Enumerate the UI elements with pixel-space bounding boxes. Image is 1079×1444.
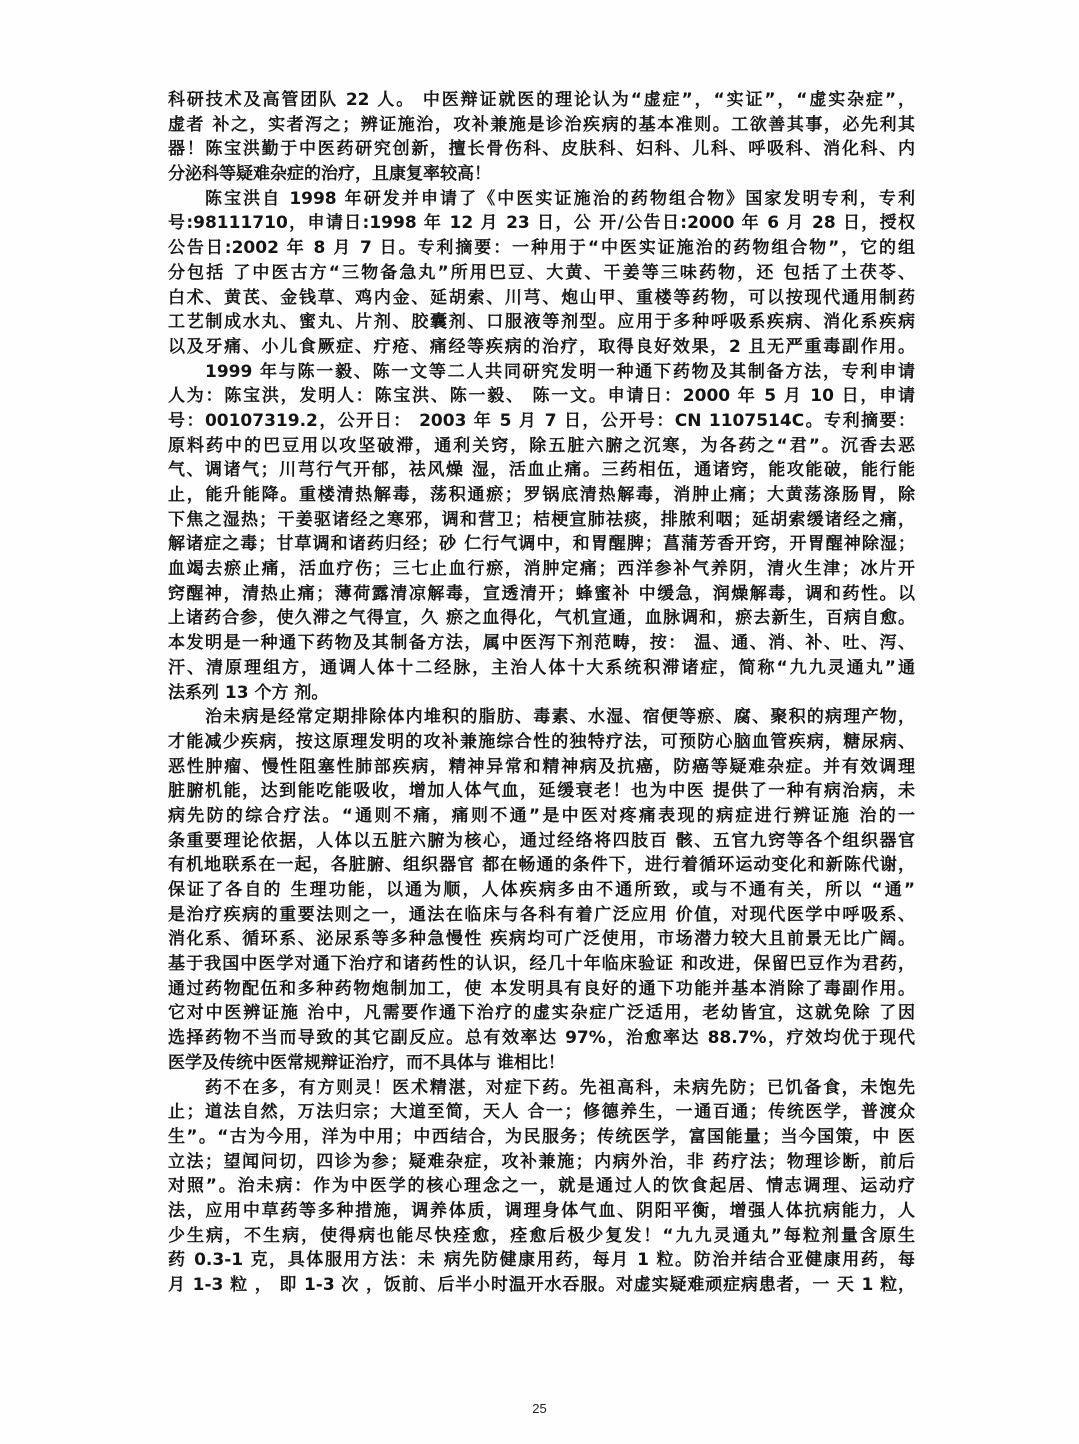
- text-line: 治未病是经常定期排除体内堆积的脂肪、毒素、水湿、宿便等瘀、腐、聚积的病理产物，: [205, 707, 915, 728]
- text-line: 原料药中的巴豆用以攻坚破滞，通利关窍，除五脏六腑之沉寒，为各药之“君”。沉香去恶: [168, 435, 915, 456]
- text-line: 是治疗疾病的重要法则之一，通法在临床与各科有着广泛应用 价值，对现代医学中呼吸系、: [168, 904, 915, 925]
- text-line: 本发明是一种通下药物及其制备方法，属中医泻下剂范畴，按： 温、通、消、补、吐、泻、: [168, 633, 915, 654]
- text-line: 少生病，不生病，使得病也能尽快痊愈，痊愈后极少复发！“九九灵通丸”每粒剂量含原生: [168, 1225, 915, 1246]
- text-line: 1999 年与陈一毅、陈一文等二人共同研究发明一种通下药物及其制备方法，专利申请: [205, 361, 915, 382]
- text-line: 白术、黄芪、金钱草、鸡内金、延胡索、川芎、炮山甲、重楼等药物，可以按现代通用制药: [168, 287, 915, 308]
- paragraph-team-and-principles: [168, 88, 915, 187]
- text-line: 法系列 13 个方 剂。: [168, 682, 329, 703]
- text-line: 法，应用中草药等多种措施，调养体质，调理身体气血、阴阳平衡，增强人体抗病能力，人: [168, 1200, 915, 1221]
- text-line: 药不在多，有方则灵！医术精湛，对症下药。先祖高科，未病先防；已饥备食，未饱先: [205, 1077, 915, 1098]
- text-line: 号：00107319.2，公开日： 2003 年 5 月 7 日，公开号：CN 1107514C。专利摘要：: [168, 410, 915, 431]
- text-line: 有机地联系在一起，各脏腑、组织器官 都在畅通的条件下，进行着循环运动变化和新陈代谢，: [168, 855, 915, 876]
- text-line: 选择药物不当而导致的其它副反应。总有效率达 97%，治愈率达 88.7%，疗效均优于现代: [168, 1028, 915, 1049]
- text-line: 才能减少疾病，按这原理发明的攻补兼施综合性的独特疗法，可预防心脑血管疾病，糖尿病、: [168, 731, 915, 752]
- text-line: 止，能升能降。重楼清热解毒，荡积通瘀；罗锅底清热解毒，消肿止痛；大黄荡涤肠胃，除: [168, 485, 915, 505]
- text-line: 药 0.3-1 克，具体服用方法：未 病先防健康用药，每月 1 粒。防治并结合亚健康用药，每: [168, 1250, 915, 1271]
- text-line: 脏腑机能，达到能吃能吸收，增加人体气血，延缓衰老！也为中医 提供了一种有病治病，未: [168, 781, 915, 802]
- text-line: 解诸症之毒；甘草调和诸药归经；砂 仁行气调中，和胃醒脾；菖蒲芳香开窍，开胃醒神除湿；: [168, 534, 915, 555]
- text-line: 生”。“古为今用，洋为中用；中西结合，为民服务；传统医学，富国能量；当今国策，中 医: [168, 1126, 915, 1147]
- text-line: 通过药物配伍和多种药物炮制加工，使 本发明具有良好的通下功能并基本消除了毒副作用。: [168, 978, 915, 999]
- text-line: 病先防的综合疗法。“通则不痛，痛则不通”是中医对疼痛表现的病症进行辨证施 治的一: [168, 805, 915, 826]
- text-line: 下焦之湿热；干姜驱诸经之寒邪，调和营卫；桔梗宣肺祛痰，排脓利咽；延胡索缓诸经之痛，: [168, 509, 915, 530]
- body-text: [168, 88, 915, 1298]
- text-line: 基于我国中医学对通下治疗和诸药性的认识，经几十年临床验证 和改进，保留巴豆作为君药，: [168, 954, 915, 975]
- text-line: 保证了各自的 生理功能，以通为顺，人体疾病多由不通所致，或与不通有关，所以 “通”: [168, 880, 915, 900]
- text-line: 器！陈宝洪勤于中医药研究创新，擅长骨伤科、皮肤科、妇科、儿科、呼吸科、消化科、内: [168, 139, 915, 160]
- page-number: 25: [532, 1401, 547, 1416]
- text-line: 工艺制成水丸、蜜丸、片剂、胶囊剂、口服液等剂型。应用于多种呼吸系疾病、消化系疾病: [168, 312, 915, 333]
- text-line: 陈宝洪自 1998 年研发并申请了《中医实证施治的药物组合物》国家发明专利，专利: [205, 188, 915, 209]
- paragraph-preventive-treatment: [168, 705, 915, 1075]
- text-line: 条重要理论依据，人体以五脏六腑为核心，通过经络将四肢百 骸、五官九窍等各个组织器官: [168, 830, 915, 851]
- text-line: 它对中医辨证施 治中，凡需要作通下治疗的虚实杂症广泛适用，老幼皆宜，这就免除 了因: [168, 1003, 915, 1024]
- text-line: 月 1-3 粒 ， 即 1-3 次 ，饭前、后半小时温开水吞服。对虚实疑难顽症病患者，一 天 1 粒，: [168, 1275, 915, 1295]
- text-line: 对照”。治未病：作为中医学的核心理念之一，就是通过人的饮食起居、情志调理、运动疗: [168, 1176, 915, 1197]
- text-line: 以及牙痛、小儿食厥症、疔疮、痛经等疾病的治疗，取得良好效果，2 且无严重毒副作用。: [168, 336, 915, 357]
- text-line: 气、调诸气；川芎行气开郁，祛风燥 湿，活血止痛。三药相伍，通诸窍，能攻能破，能行能: [168, 460, 915, 481]
- text-line: 血竭去瘀止痛，活血疗伤；三七止血行瘀，消肿定痛；西洋参补气养阴，清火生津；冰片开: [168, 559, 915, 580]
- text-line: 公告日:2002 年 8 月 7 日。专利摘要：一种用于“中医实证施治的药物组合物”，它的组: [168, 238, 915, 259]
- text-line: 科研技术及高管团队 22 人。 中医辩证就医的理论认为“虚症”，“实证”，“虚实杂症”，: [168, 90, 915, 110]
- text-line: 止；道法自然，万法归宗；大道至简，天人 合一；修德养生，一通百通；传统医学，普渡众: [168, 1102, 915, 1123]
- text-line: 医学及传统中医常规辩证治疗，而不具体与 谁相比！: [168, 1052, 565, 1073]
- text-line: 人为：陈宝洪，发明人：陈宝洪、陈一毅、 陈一文。申请日：2000 年 5 月 10 日，申请: [168, 386, 915, 407]
- text-line: 号:98111710，申请日:1998 年 12 月 23 日，公 开/公告日:2000 年 6 月 28 日，授权: [168, 213, 915, 234]
- text-line: 立法；望闻问切，四诊为参；疑难杂症，攻补兼施；内病外治，非 药疗法；物理诊断，前后: [168, 1151, 915, 1172]
- text-line: 分包括 了中医古方“三物备急丸”所用巴豆、大黄、干姜等三味药物，还 包括了土茯苓、: [168, 262, 915, 283]
- paragraph-patent-1999: [168, 360, 915, 706]
- text-line: 汗、清原理组方，通调人体十二经脉，主治人体十大系统积滞诸症，简称“九九灵通丸”通: [168, 657, 915, 678]
- text-line: 恶性肿瘤、慢性阻塞性肺部疾病，精神异常和精神病及抗癌，防癌等疑难杂症。并有效调理: [168, 756, 915, 777]
- paragraph-patent-1998: [168, 187, 915, 360]
- text-line: 分泌科等疑难杂症的治疗，且康复率较高！: [168, 164, 491, 185]
- text-line: 消化系、循环系、泌尿系等多种急慢性 疾病均可广泛使用，市场潜力较大且前景无比广阔。: [168, 929, 915, 950]
- paragraph-medicine-principles: [168, 1076, 915, 1298]
- text-line: 窍醒神，清热止痛；薄荷露清凉解毒，宣透清开；蜂蜜补 中缓急，润燥解毒，调和药性。以: [168, 583, 915, 604]
- text-line: 虚者 补之，实者泻之；辨证施治，攻补兼施是诊治疾病的基本准则。工欲善其事，必先利其: [168, 114, 915, 135]
- text-line: 上诸药合参，使久滞之气得宣，久 瘀之血得化，气机宣通，血脉调和，瘀去新生，百病自愈。: [168, 608, 915, 629]
